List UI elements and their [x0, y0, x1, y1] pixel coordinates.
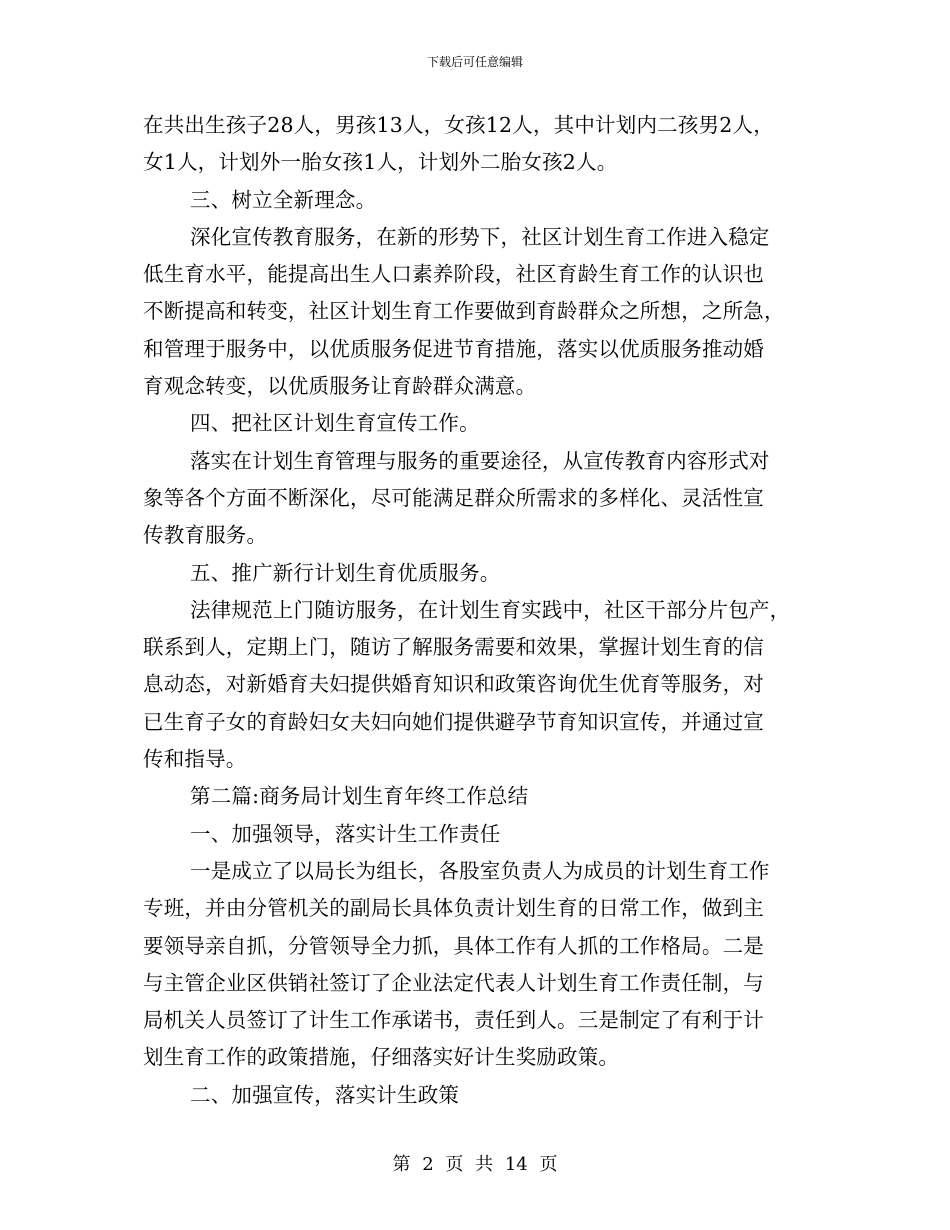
article-title: 第二篇:商务局计划生育年终工作总结 — [190, 784, 529, 809]
body-line: 要领导亲自抓，分管领导全力抓，具体工作有人抓的工作格局。二是 — [143, 933, 764, 958]
body-line: 一是成立了以局长为组长，各股室负责人为成员的计划生育工作 — [190, 858, 770, 883]
body-line: 法律规范上门随访服务，在计划生育实践中，社区干部分片包产， — [190, 597, 791, 622]
body-line: 联系到人，定期上门，随访了解服务需要和效果，掌握计划生育的信 — [143, 635, 764, 660]
body-line: 与主管企业区供销社签订了企业法定代表人计划生育工作责任制，与 — [143, 970, 764, 995]
body-line: 局机关人员签订了计生工作承诺书，责任到人。三是制定了有利于计 — [143, 1008, 764, 1033]
body-line: 深化宣传教育服务，在新的形势下，社区计划生育工作进入稳定 — [190, 224, 770, 249]
document-body — [143, 107, 811, 1114]
body-line: 在共出生孩子28人，男孩13人，女孩12人，其中计划内二孩男2人， — [143, 113, 774, 137]
body-line: 象等各个方面不断深化，尽可能满足群众所需求的多样化、灵活性宣 — [143, 485, 764, 510]
page-header: 下载后可任意编辑 — [426, 55, 523, 69]
body-line: 落实在计划生育管理与服务的重要途径，从宣传教育内容形式对 — [190, 448, 770, 473]
body-line: 已生育子女的育龄妇女夫妇向她们提供避孕节育知识宣传，并通过宣 — [143, 709, 764, 734]
body-line: 低生育水平，能提高出生人口素养阶段，社区育龄生育工作的认识也 — [143, 262, 764, 287]
section-heading: 一、加强领导，落实计生工作责任 — [190, 821, 501, 846]
body-line: 息动态，对新婚育夫妇提供婚育知识和政策咨询优生优育等服务，对 — [143, 672, 764, 697]
body-line: 和管理于服务中，以优质服务促进节育措施，落实以优质服务推动婚 — [143, 336, 764, 361]
body-line: 传和指导。 — [143, 747, 247, 772]
body-line: 不断提高和转变，社区计划生育工作要做到育龄群众之所想，之所急， — [143, 299, 785, 324]
section-heading: 五、推广新行计划生育优质服务。 — [190, 560, 501, 585]
section-heading: 三、树立全新理念。 — [190, 187, 377, 212]
body-line: 划生育工作的政策措施，仔细落实好计生奖励政策。 — [143, 1045, 620, 1070]
body-line: 育观念转变，以优质服务让育龄群众满意。 — [143, 374, 537, 399]
section-heading: 四、把社区计划生育宣传工作。 — [190, 411, 480, 436]
section-heading: 二、加强宣传，落实计生政策 — [190, 1082, 460, 1107]
body-line: 传教育服务。 — [143, 523, 268, 548]
body-line: 女1人，计划外一胎女孩1人，计划外二胎女孩2人。 — [143, 150, 618, 175]
page-number-footer: 第 2 页 共 14 页 — [392, 1154, 558, 1175]
body-line: 专班，并由分管机关的副局长具体负责计划生育的日常工作，做到主 — [143, 896, 764, 921]
